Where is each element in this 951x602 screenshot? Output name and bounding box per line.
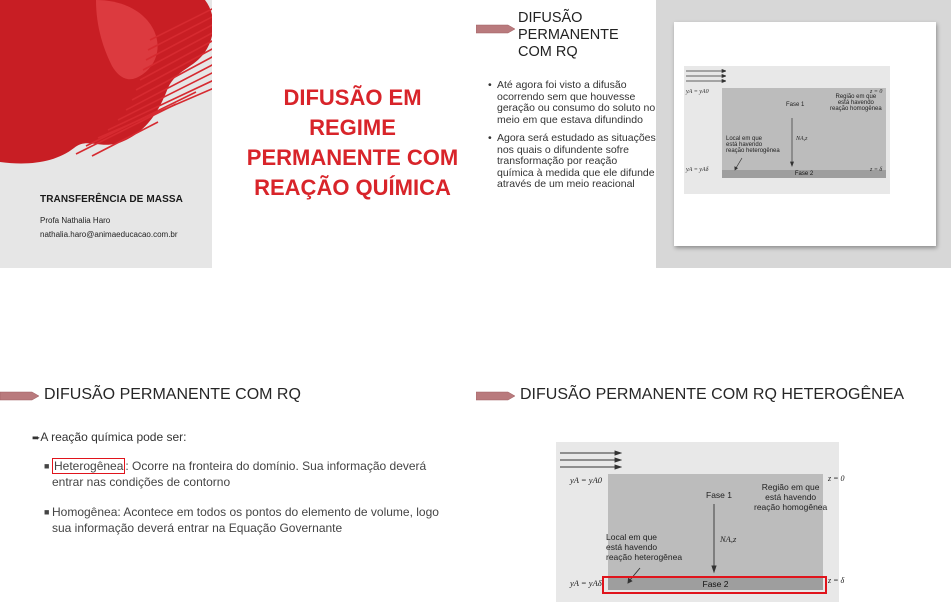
label-line: reação heterogênea — [606, 552, 683, 562]
title-line: PERMANENTE COM — [246, 145, 459, 170]
z-top-label: z = 0 — [828, 474, 845, 483]
slide-title-cover[interactable] — [0, 0, 475, 268]
z-top-label: z = 0 — [870, 89, 883, 95]
title-line: REGIME — [309, 115, 396, 140]
ya-bottom-label: yA = yAδ — [570, 578, 602, 588]
item-homogenea — [44, 504, 452, 536]
arrow-bar-icon — [0, 390, 40, 402]
highlight-box: Heterogênea — [54, 459, 124, 473]
professor-name: Profa Nathalia Haro — [40, 216, 111, 225]
slide-heterogeneous[interactable] — [476, 340, 951, 602]
label-line: Local em que — [726, 136, 763, 142]
phase1-label: Fase 1 — [786, 102, 805, 108]
course-name: TRANSFERÊNCIA DE MASSA — [40, 194, 183, 205]
item-text: : Acontece em todos os pontos do elemento de volume, logo sua informação deverá entrar na Equação Governante — [52, 505, 439, 535]
ya-top-label: yA = yA0 — [570, 475, 603, 485]
label-line: reação homogênea — [830, 106, 882, 112]
professor-email: nathalia.haro@animaeducacao.com.br — [40, 230, 178, 239]
figure-card — [674, 22, 936, 246]
item-heterogenea — [44, 458, 452, 490]
heading-line: COM RQ — [518, 44, 578, 60]
phase1-label: Fase 1 — [706, 490, 732, 500]
slide-title — [230, 83, 475, 203]
square-bullet-icon: ■ — [44, 461, 50, 471]
highlight-box — [602, 576, 827, 594]
flux-arrow-icon — [684, 66, 890, 194]
cover-red-blob-art — [0, 0, 212, 180]
label-line: reação homogênea — [754, 502, 828, 512]
flux-label: NA,z — [796, 136, 808, 142]
phase2-layer: Fase 2 — [722, 170, 886, 178]
label-line: está havendo — [606, 542, 658, 552]
intro-text: A reação química pode ser: — [40, 430, 187, 444]
label-line: reação heterogênea — [726, 148, 780, 154]
arrow-bar-icon — [476, 23, 516, 35]
arrow-bar-icon — [476, 390, 516, 402]
label-line: está havendo — [765, 492, 817, 502]
title-line: REAÇÃO QUÍMICA — [254, 175, 451, 200]
square-bullet-icon: ■ — [44, 507, 50, 517]
slide-heading: DIFUSÃO PERMANENTE COM RQ — [44, 386, 301, 403]
title-line: DIFUSÃO EM — [283, 85, 422, 110]
label-line: Região em que — [835, 94, 877, 100]
label-line: está havendo — [726, 142, 763, 148]
slide-intro-rq[interactable] — [476, 0, 951, 268]
label-line: está havendo — [837, 100, 874, 106]
z-bottom-label: z = δ — [870, 167, 883, 173]
slide-heading — [518, 10, 619, 61]
bullet-list — [488, 80, 656, 198]
label-line: Região em que — [761, 482, 820, 492]
ya-bottom-label: yA = yAδ — [686, 167, 709, 173]
item-term: Homogênea — [52, 505, 118, 519]
heading-line: DIFUSÃO — [518, 10, 583, 26]
ya-top-label: yA = yA0 — [686, 89, 709, 95]
flux-label: NA,z — [720, 534, 737, 544]
phase2-layer: Fase 2 — [608, 578, 823, 590]
item-text: : Ocorre na fronteira do domínio. Sua informação deverá entrar nas condições de contorno — [52, 459, 427, 489]
slide-reaction-types[interactable] — [0, 340, 475, 602]
z-bottom-label: z = δ — [828, 576, 845, 585]
slide-heading: DIFUSÃO PERMANENTE COM RQ HETEROGÊNEA — [520, 386, 905, 403]
label-line: Local em que — [606, 532, 658, 542]
arrow-bullet-icon: ➨ — [32, 433, 41, 444]
heading-line: PERMANENTE — [518, 27, 619, 43]
bullet-item: • Até agora foi visto a difusão ocorrendo sem que houvesse geração ou consumo do soluto no meio em que estava difundindo — [488, 80, 656, 126]
bullet-item: • Agora será estudado as situações nos quais o difundente sofre transformação por reação química à medida que ele difunde através de um meio reacional — [488, 133, 656, 191]
diffusion-diagram-large — [556, 442, 845, 602]
intro-line — [32, 430, 186, 444]
diffusion-diagram-small — [684, 66, 890, 194]
